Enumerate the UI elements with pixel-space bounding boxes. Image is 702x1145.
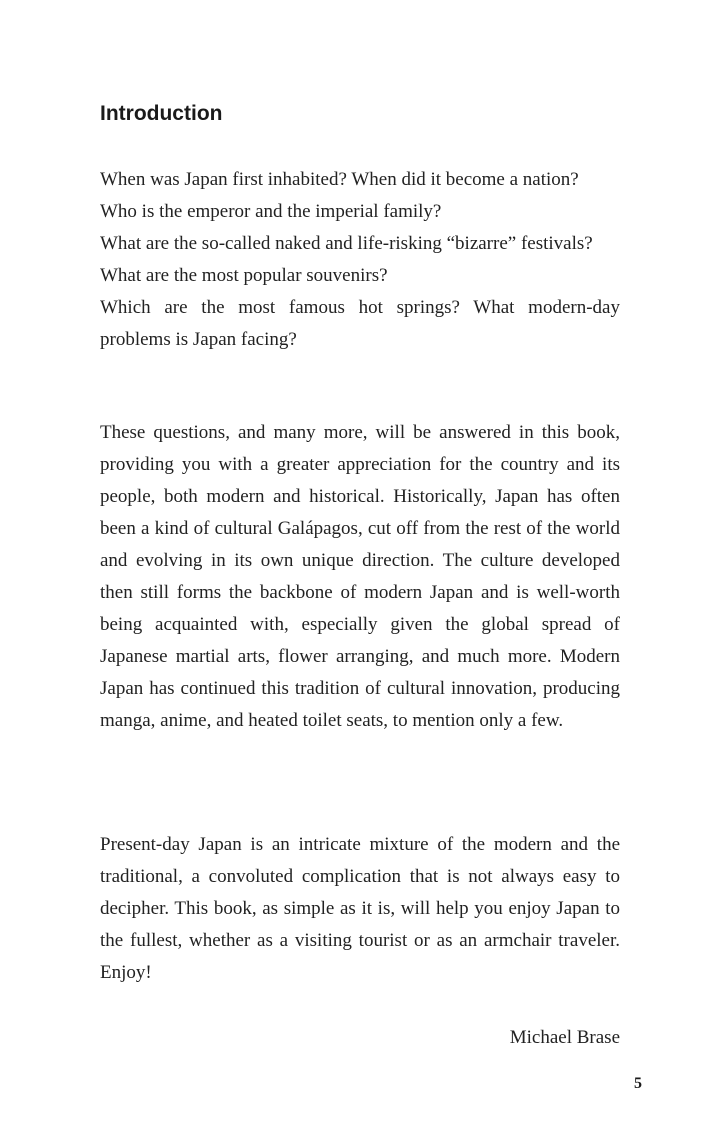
page-title: Introduction (100, 102, 223, 125)
question-line: When was Japan first inhabited? When did it become a nation? (100, 169, 579, 190)
question-line: Who is the emperor and the imperial family? (100, 201, 442, 222)
page-number: 5 (634, 1075, 642, 1092)
author-signature: Michael Brase (509, 1027, 620, 1048)
question-list (100, 164, 620, 356)
question-line: What are the most popular souvenirs? (100, 265, 388, 286)
body-paragraph: These questions, and many more, will be answered in this book, providing you with a greater appreciation for the country and its people, both modern and historical. Historically, Japan has often been a kind of cultural Galápagos, cut off from the rest of the world and evolving in its own unique direction. The culture developed then still forms the backbone of modern Japan and is well-worth being acquainted with, especially given the global spread of Japanese martial arts, flower arranging, and much more. Modern Japan has continued this tradition of cultural innovation, producing manga, anime, and heated toilet seats, to mention only a few. (100, 422, 620, 731)
question-line: Which are the most famous hot springs? What modern-day problems is Japan facing? (100, 297, 620, 350)
body-paragraph: Present-day Japan is an intricate mixture of the modern and the traditional, a convoluted complication that is not always easy to decipher. This book, as simple as it is, will help you enjoy Japan to the fullest, whether as a visiting tourist or as an armchair traveler. Enjoy! (100, 834, 620, 983)
question-line: What are the so-called naked and life-risking “bizarre” festivals? (100, 233, 593, 254)
